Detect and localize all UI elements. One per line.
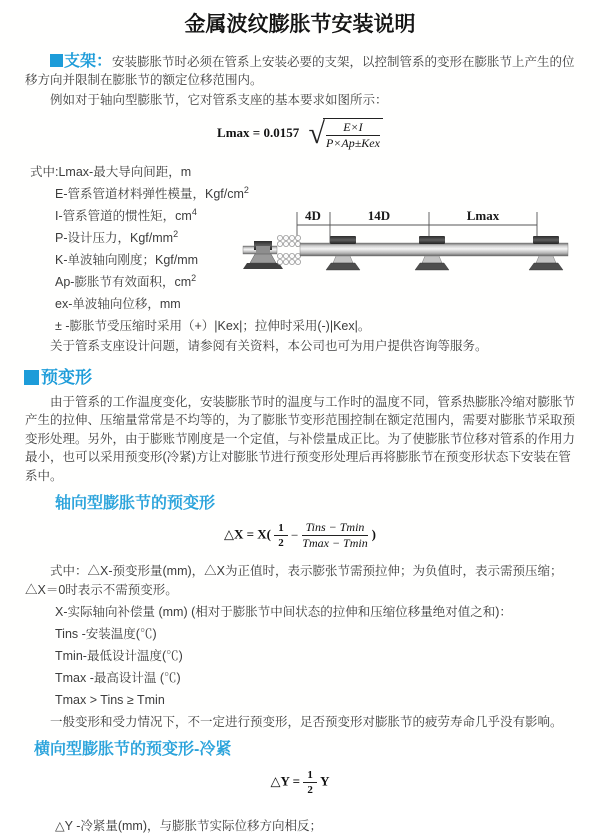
deltaX-note: 式中：△X-预变形量(mm)，△X为正值时，表示膨张节需预拉伸；为负值时，表示需预压缩；△X＝0时表示不需预变形。 [25,564,563,598]
definition-item: ± -膨胀节受压缩时采用（+）|Kex|；拉伸时采用(-)|Kex|。 [55,318,371,333]
definition-item: ex-单波轴向位移，mm [55,296,181,311]
transverse-preform-heading: 横向型膨胀节的预变形-冷紧 [34,741,232,759]
formula-lmax [0,118,600,156]
support-intro-text: 安装膨胀节时必须在管系上安装必要的支架，以控制管系的变形在膨胀节上产生的位移方向并限制在膨胀节的额定位移范围内。 [25,55,575,87]
minus-operator: − [291,527,299,543]
axial-formula-close: ) [371,526,376,542]
definition-item: E-管系管道材料弹性模量，Kgf/$cm^2$ [55,184,249,202]
anchor-pedestal [250,254,276,263]
temp-line-tmax: Tmax -最高设计温 (℃) [55,671,181,686]
radical-sign-icon: √ [308,117,325,150]
support-spacing-diagram [243,205,600,300]
definition-item: K-单波轴向刚度；Kgf/mm [55,252,199,267]
lmax-fraction-denominator: P×Ap±Kex [325,136,380,150]
support-example-line: 例如对于轴向型膨胀节，它对管系支座的基本要求如图所示： [50,93,388,107]
formula-lmax-lhs: Lmax = 0.0157 [217,124,300,140]
bellows-convolutions [277,235,300,264]
dim-label-lmax: Lmax [466,208,500,223]
transverse-formula-rhs: Y [320,773,330,789]
support-section-label: 支架： [64,53,113,70]
lmax-fraction-numerator: E×I [326,121,380,136]
section-marker-icon [50,54,63,67]
fatigue-note: 一般变形和受力情况下，不一定进行预变形，足否预变形对膨胀节的疲劳寿命几乎没有影响。 [50,715,563,730]
preform-section-heading: 预变形 [24,367,600,389]
anchor-base [243,263,283,269]
transverse-formula-lhs: △Y = [270,773,301,789]
section-marker-icon [24,370,39,385]
one-half-fraction: $\frac{1}{2}$ [274,522,288,549]
cold-tightening-note: △Y -冷紧量(mm)，与膨胀节实际位移方向相反； [55,819,323,834]
sqrt-content [323,118,383,150]
temp-order-relation: Tmax > Tins ≥ Tmin [55,693,165,708]
definition-item: Ap-膨胀节有效面积，$cm^2$ [55,272,197,289]
definition-item: 式中:Lmax-最大导向间距，m [30,165,192,180]
support-closing-note: 关于管系支座设计问题，请参阅有关资料，本公司也可为用户提供咨询等服务。 [50,338,488,353]
temp-line-tmin: Tmin-最低设计温度(℃) [55,649,183,664]
one-half-fraction: $\frac{1}{2}$ [303,769,317,796]
document-page [0,12,600,834]
main-pipe [300,243,568,256]
definition-item: P-设计压力，Kgf/$mm^2$ [55,228,179,246]
lmax-fraction [326,121,380,150]
temp-line-tins: Tins -安装温度(℃) [55,627,157,642]
dim-label-4d: 4D [305,208,321,223]
preform-paragraph: 由于管系的工作温度变化，安装膨胀节时的温度与工作时的温度不同，管系热膨胀冷缩对膨胀节产生的拉伸、压缩量常常是不均等的，为了膨胀节变形范围控制在额定范围内，需要对膨胀节采取预变形处理。另外，由于膨账节刚度是一个定值，与补偿量成正比。为了使膨胀节位移对管系的作用力最小，也可以采用预变形(冷紧)方让对膨胀节进行预变形处理后再将膨胀节在预变形状态下安装在管系中。 [25,394,576,483]
formula-axial-preform [0,521,600,555]
page-title: 金属波纹膨胀节安装说明 [184,13,416,36]
support-intro-paragraph [25,53,575,89]
anchor-body [256,246,270,254]
axial-preform-heading: 轴向型膨胀节的预变形 [55,495,216,513]
temperature-fraction: $\frac{\text{Tins − Tmin}}{Tmax - Tmin}$ [302,520,368,551]
axial-formula-lhs: △X = X( [224,526,272,542]
sqrt-expression [308,118,382,150]
dim-label-14d: 14D [367,208,391,223]
pipe-support-drawing [243,205,600,300]
x-compensation-note: X-实际轴向补偿量 (mm) (相对于膨胀节中间状态的拉伸和压缩位移量绝对值之和)： [55,605,512,620]
formula-transverse-preform [0,769,600,801]
definition-item: I-管系管道的惯性矩，$cm^4$ [55,206,197,224]
